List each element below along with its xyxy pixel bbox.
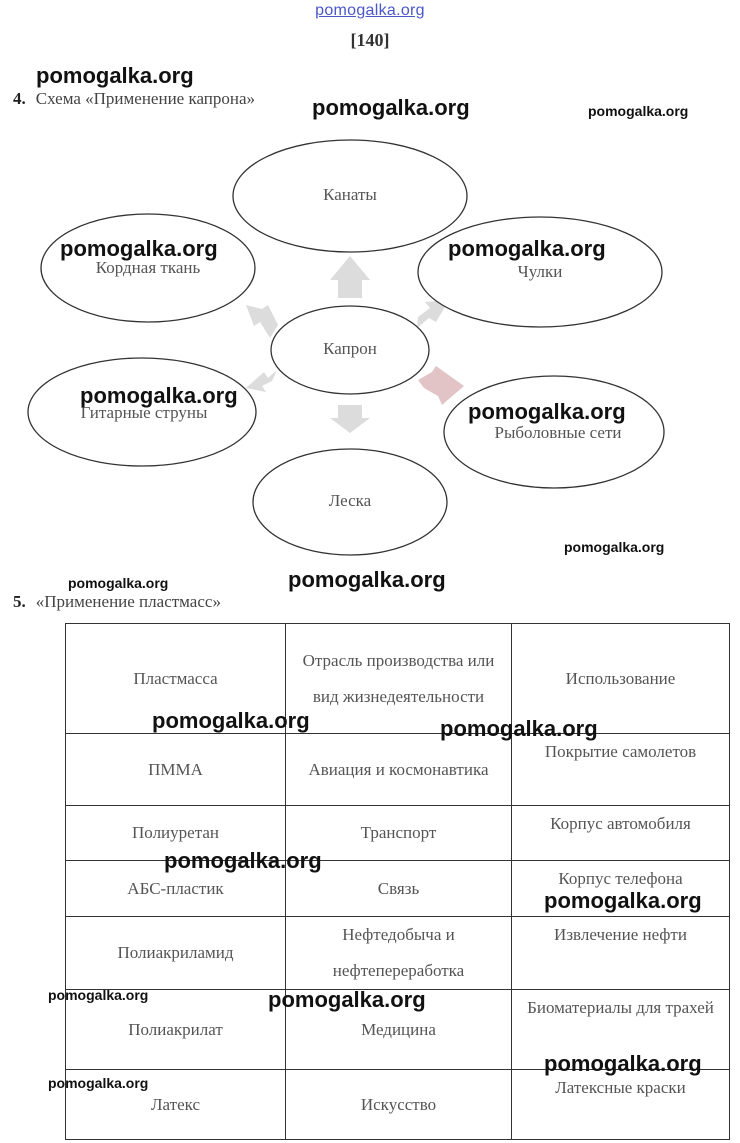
table-cell: ПММА	[66, 734, 286, 806]
table-cell: Нефтедобыча и нефтепереработка	[286, 917, 512, 990]
watermark: pomogalka.org	[268, 987, 426, 1012]
watermark: pomogalka.org	[36, 63, 194, 88]
watermark: pomogalka.org	[48, 1075, 149, 1091]
section-4-number: 4.	[13, 89, 26, 108]
node-lower-right-label: Рыболовные сети	[494, 423, 622, 442]
table-cell: Латексные краски	[512, 1070, 730, 1140]
node-top-label: Канаты	[323, 185, 377, 204]
watermark: pomogalka.org	[468, 399, 626, 424]
arrow-upper-left	[246, 305, 278, 338]
table-cell: Корпус телефона	[512, 861, 730, 917]
watermark: pomogalka.org	[448, 236, 606, 261]
table-cell: Полиуретан	[66, 806, 286, 861]
table-row	[66, 917, 730, 990]
watermark: pomogalka.org	[544, 888, 702, 913]
table-cell: Покрытие самолетов	[512, 734, 730, 806]
watermark: pomogalka.org	[60, 236, 218, 261]
node-upper-right-label: Чулки	[517, 262, 563, 281]
watermark: pomogalka.org	[544, 1051, 702, 1076]
watermark: pomogalka.org	[288, 567, 446, 592]
watermark: pomogalka.org	[48, 987, 149, 1003]
site-link[interactable]: pomogalka.org	[315, 2, 425, 19]
watermark: pomogalka.org	[152, 708, 310, 733]
table-cell: Биоматериалы для трахей	[512, 990, 730, 1070]
watermark: pomogalka.org	[80, 383, 238, 408]
node-upper-left-label: Кордная ткань	[95, 258, 201, 277]
table-row	[66, 1070, 730, 1140]
node-lower-left-label: Гитарные струны	[80, 403, 208, 422]
table-cell: Транспорт	[286, 806, 512, 861]
section-5-heading	[13, 592, 221, 612]
table-header-cell: Отрасль производства или вид жизнедеятельности	[286, 624, 512, 734]
section-4-title: Схема «Применение капрона»	[35, 89, 256, 108]
table-cell: Латекс	[66, 1070, 286, 1140]
arrow-up	[330, 256, 370, 298]
watermark: pomogalka.org	[164, 848, 322, 873]
arrow-down	[330, 405, 370, 433]
node-bottom-label: Леска	[328, 491, 372, 510]
table-cell: Связь	[286, 861, 512, 917]
table-header-cell: Использование	[512, 624, 730, 734]
table-cell: АБС-пластик	[66, 861, 286, 917]
table-row	[66, 734, 730, 806]
table-cell: Полиакрилат	[66, 990, 286, 1070]
watermark: pomogalka.org	[68, 575, 169, 591]
table-cell: Корпус автомобиля	[512, 806, 730, 861]
node-center-label: Капрон	[323, 339, 377, 358]
watermark: pomogalka.org	[312, 95, 470, 120]
table-cell: Искусство	[286, 1070, 512, 1140]
watermark: pomogalka.org	[440, 716, 598, 741]
section-5-number: 5.	[13, 592, 26, 611]
page-number: [140]	[350, 30, 390, 50]
table-header-cell: Пластмасса	[66, 624, 286, 734]
table-cell: Полиакриламид	[66, 917, 286, 990]
section-5-title: «Применение пластмасс»	[35, 592, 221, 611]
table-cell: Извлечение нефти	[512, 917, 730, 990]
table-cell: Авиация и космонавтика	[286, 734, 512, 806]
table-cell: Медицина	[286, 990, 512, 1070]
arrow-lower-left	[246, 370, 277, 392]
watermark: pomogalka.org	[564, 539, 665, 555]
arrow-lower-right	[418, 366, 464, 405]
watermark: pomogalka.org	[588, 103, 689, 119]
